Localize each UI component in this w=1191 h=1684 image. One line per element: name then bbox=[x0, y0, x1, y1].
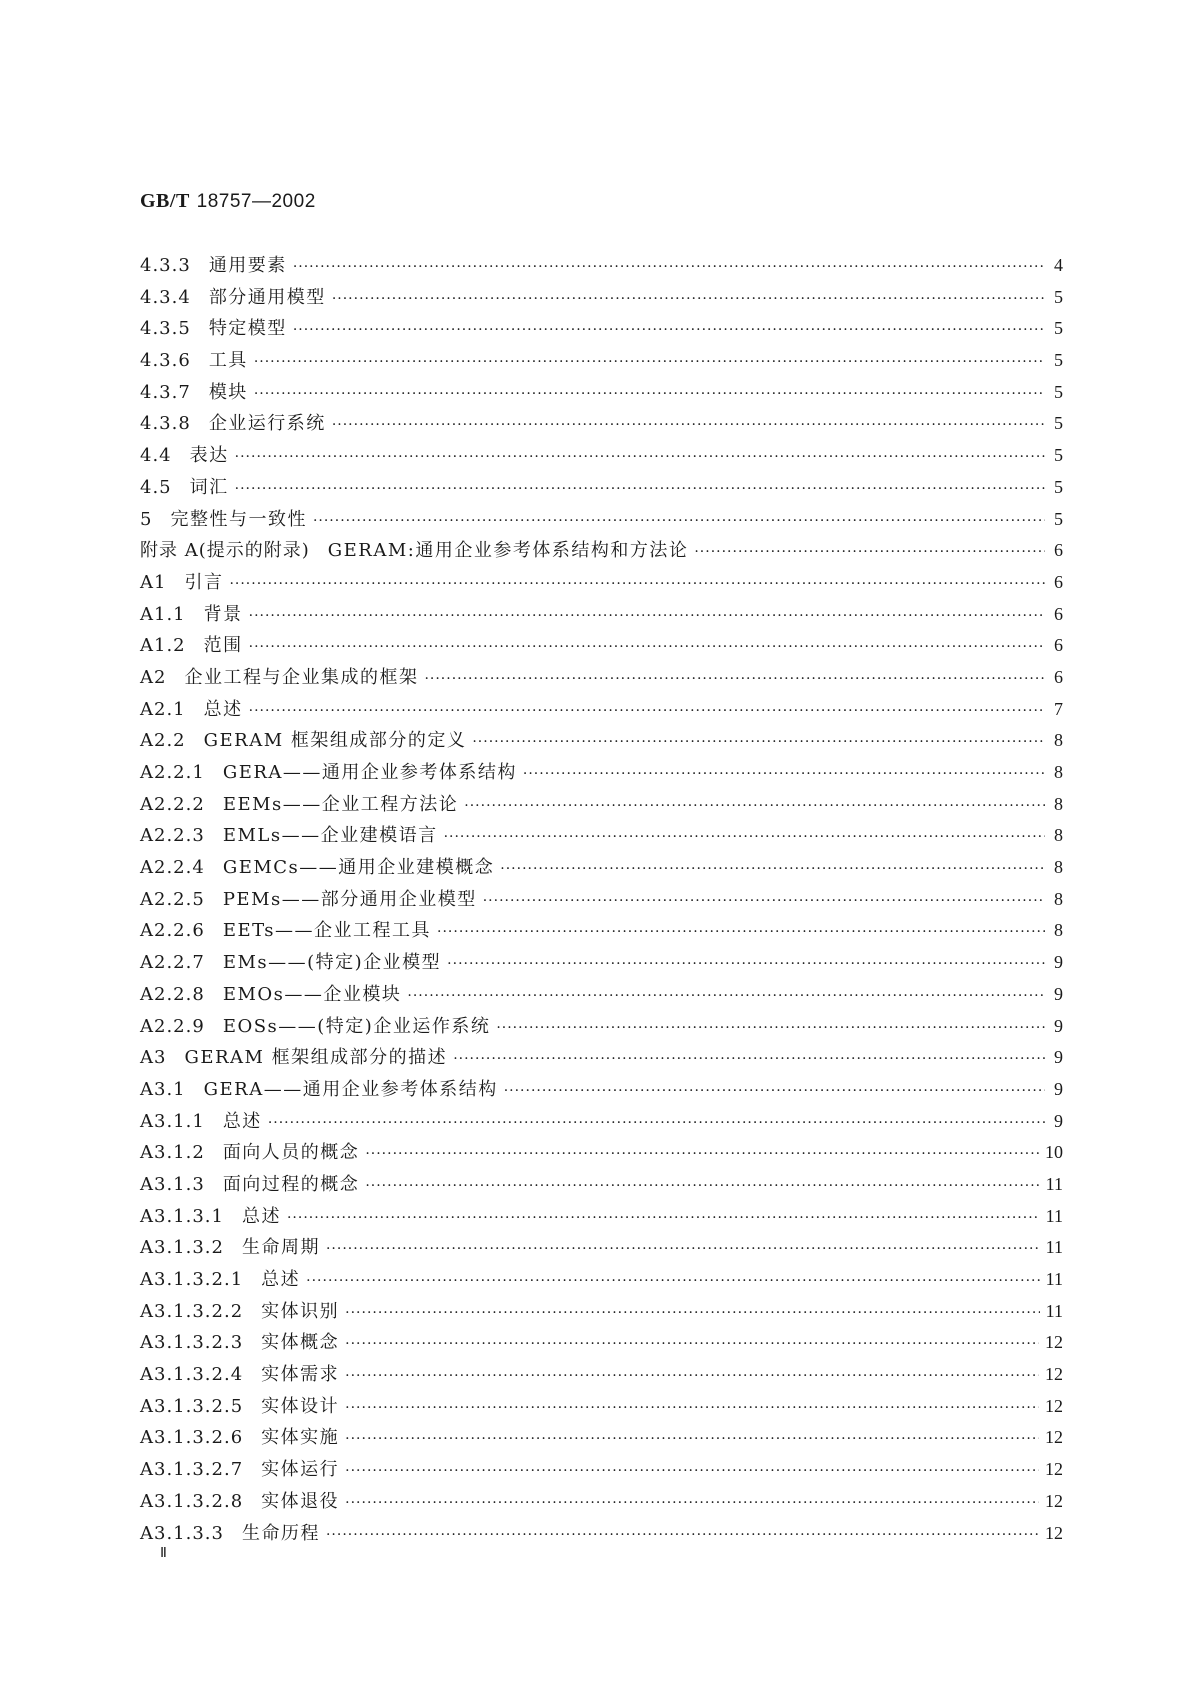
toc-entry bbox=[140, 1297, 1063, 1329]
toc-entry bbox=[140, 600, 1063, 632]
toc-entry-number: A3.1.3.2 bbox=[140, 1237, 224, 1259]
toc-entry bbox=[140, 663, 1063, 695]
toc-entry-title: 通用要素 bbox=[208, 255, 287, 276]
toc-entry-number: A3.1.3 bbox=[140, 1173, 205, 1195]
toc-entry-page: 11 bbox=[1045, 1300, 1063, 1321]
toc-entry-number: A1 bbox=[140, 571, 167, 593]
toc-entry-title: GERAM:通用企业参考体系结构和方法论 bbox=[327, 540, 689, 562]
toc-entry-page: 5 bbox=[1054, 350, 1063, 371]
toc-entry-page: 7 bbox=[1054, 698, 1063, 719]
toc-entry-title: 范围 bbox=[203, 635, 243, 657]
toc-entry bbox=[140, 1265, 1063, 1297]
toc-entry-number: 4.4 bbox=[140, 445, 172, 467]
toc-dot-leader bbox=[483, 893, 1045, 909]
toc-entry-number: A2 bbox=[140, 666, 167, 688]
toc-entry bbox=[140, 1170, 1063, 1202]
toc-entry bbox=[140, 1328, 1063, 1360]
toc-entry bbox=[140, 251, 1063, 283]
toc-dot-leader bbox=[345, 1495, 1039, 1511]
toc-entry bbox=[140, 695, 1063, 727]
toc-entry-page: 8 bbox=[1054, 888, 1063, 909]
toc-entry-number: A1.1 bbox=[140, 603, 186, 625]
toc-entry-page: 8 bbox=[1054, 762, 1063, 782]
toc-entry-page: 8 bbox=[1054, 730, 1063, 751]
toc-entry-title: 模块 bbox=[208, 381, 248, 403]
toc-entry-page: 11 bbox=[1045, 1173, 1063, 1194]
toc-entry-number: 4.5 bbox=[140, 476, 172, 498]
toc-entry-title: 总述 bbox=[203, 698, 243, 720]
toc-entry-page: 5 bbox=[1054, 476, 1063, 497]
toc-entry-page: 9 bbox=[1054, 952, 1063, 973]
toc-entry-title: EMs——(特定)企业模型 bbox=[222, 952, 442, 974]
toc-entry-page: 8 bbox=[1054, 920, 1063, 941]
toc-entry-number: A3 bbox=[140, 1047, 167, 1069]
toc-entry-title: 总述 bbox=[261, 1269, 301, 1290]
toc-entry-page: 10 bbox=[1045, 1142, 1063, 1163]
toc-entry-number: A3.1.3.2.1 bbox=[140, 1269, 244, 1290]
toc-dot-leader bbox=[444, 829, 1045, 845]
toc-dot-leader bbox=[496, 1020, 1045, 1036]
toc-entry bbox=[140, 409, 1063, 441]
toc-entry-page: 6 bbox=[1054, 540, 1063, 561]
toc-dot-leader bbox=[254, 386, 1045, 402]
toc-entry-title: 特定模型 bbox=[208, 318, 287, 340]
toc-dot-leader bbox=[249, 608, 1045, 624]
toc-entry-number: 5 bbox=[140, 508, 153, 530]
toc-entry-page: 5 bbox=[1054, 286, 1063, 307]
toc-entry-title: EOSs——(特定)企业运作系统 bbox=[222, 1015, 491, 1037]
toc-entry-number: A2.2.7 bbox=[140, 952, 205, 974]
toc-entry-title: 词汇 bbox=[189, 476, 229, 498]
toc-entry-page: 8 bbox=[1054, 793, 1063, 814]
toc-entry-page: 4 bbox=[1054, 255, 1063, 275]
toc-entry-number: A3.1.3.2.4 bbox=[140, 1364, 244, 1386]
toc-entry-number: A3.1.3.2.3 bbox=[140, 1332, 244, 1354]
toc-entry-title: GERA——通用企业参考体系结构 bbox=[222, 762, 517, 783]
toc-entry bbox=[140, 1360, 1063, 1392]
toc-entry-title: 企业运行系统 bbox=[208, 413, 326, 435]
toc-entry-number: A2.2.5 bbox=[140, 888, 205, 910]
toc-entry-number: A2.2.2 bbox=[140, 793, 205, 815]
toc-entry-page: 12 bbox=[1045, 1427, 1063, 1448]
toc-entry bbox=[140, 916, 1063, 948]
toc-entry-title: 总述 bbox=[222, 1110, 262, 1132]
toc-entry-number: 4.3.7 bbox=[140, 381, 191, 403]
toc-entry-page: 12 bbox=[1045, 1395, 1063, 1416]
toc-entry bbox=[140, 568, 1063, 600]
toc-entry-title: 完整性与一致性 bbox=[170, 508, 307, 530]
toc-entry-title: GERA——通用企业参考体系结构 bbox=[203, 1078, 498, 1100]
toc-entry bbox=[140, 980, 1063, 1012]
toc-entry-title: 面向人员的概念 bbox=[222, 1142, 360, 1164]
toc-entry bbox=[140, 1075, 1063, 1107]
toc-entry-title: 工具 bbox=[208, 350, 248, 372]
toc-entry-page: 6 bbox=[1054, 635, 1063, 656]
toc-dot-leader bbox=[472, 734, 1045, 750]
toc-entry-page: 6 bbox=[1054, 571, 1063, 592]
toc-entry bbox=[140, 726, 1063, 758]
toc-entry-title: EMOs——企业模块 bbox=[222, 983, 402, 1005]
toc-dot-leader bbox=[447, 956, 1045, 972]
toc-entry bbox=[140, 1455, 1063, 1487]
toc-entry-number: A3.1.2 bbox=[140, 1142, 205, 1164]
toc-entry-number: A3.1.3.2.2 bbox=[140, 1300, 244, 1322]
toc-entry-number: A2.2.9 bbox=[140, 1015, 205, 1037]
toc-entry bbox=[140, 1487, 1063, 1519]
toc-entry-page: 12 bbox=[1045, 1490, 1063, 1511]
toc-entry bbox=[140, 1423, 1063, 1455]
toc-entry-title: 生命周期 bbox=[241, 1237, 320, 1259]
toc-dot-leader bbox=[249, 703, 1045, 719]
toc-entry-title: 实体需求 bbox=[261, 1364, 340, 1386]
toc-dot-leader bbox=[365, 1178, 1039, 1194]
toc-entry-page: 12 bbox=[1045, 1364, 1063, 1385]
toc-dot-leader bbox=[345, 1336, 1039, 1352]
toc-entry-page: 6 bbox=[1054, 666, 1063, 687]
toc-entry bbox=[140, 948, 1063, 980]
toc-dot-leader bbox=[235, 481, 1045, 497]
toc-entry-number: A3.1.1 bbox=[140, 1110, 205, 1132]
toc-dot-leader bbox=[437, 924, 1045, 940]
toc-entry-page: 5 bbox=[1054, 413, 1063, 434]
toc-dot-leader bbox=[694, 544, 1045, 560]
toc-dot-leader bbox=[345, 1305, 1040, 1321]
toc-entry bbox=[140, 1107, 1063, 1139]
toc-dot-leader bbox=[424, 671, 1045, 687]
toc-entry-title: PEMs——部分通用企业模型 bbox=[222, 888, 477, 910]
toc-dot-leader bbox=[365, 1146, 1039, 1162]
toc-entry bbox=[140, 853, 1063, 885]
toc-entry-title: 面向过程的概念 bbox=[222, 1173, 360, 1195]
toc-entry-page: 5 bbox=[1054, 381, 1063, 402]
toc-entry bbox=[140, 1202, 1063, 1234]
toc-entry-number: A3.1.3.2.5 bbox=[140, 1395, 244, 1417]
toc-entry-title: 总述 bbox=[241, 1205, 281, 1227]
toc-entry-page: 5 bbox=[1054, 508, 1063, 529]
toc-entry bbox=[140, 790, 1063, 822]
toc-entry-page: 9 bbox=[1054, 1110, 1063, 1131]
toc-entry-title: 实体概念 bbox=[261, 1332, 340, 1354]
toc-entry-page: 11 bbox=[1045, 1269, 1063, 1289]
toc-entry bbox=[140, 505, 1063, 537]
toc-entry-number: 附录 A(提示的附录) bbox=[140, 540, 310, 562]
toc-dot-leader bbox=[306, 1273, 1040, 1289]
toc-entry bbox=[140, 631, 1063, 663]
toc-dot-leader bbox=[326, 1241, 1040, 1257]
toc-entry-title: EETs——企业工程工具 bbox=[222, 920, 432, 942]
toc-entry-title: GERAM 框架组成部分的定义 bbox=[203, 730, 467, 752]
toc-dot-leader bbox=[249, 639, 1045, 655]
toc-entry-page: 11 bbox=[1045, 1205, 1063, 1226]
toc-entry-number: 4.3.6 bbox=[140, 350, 191, 372]
toc-entry-number: A2.2.1 bbox=[140, 762, 205, 783]
toc-entry-title: 生命历程 bbox=[241, 1522, 320, 1544]
toc-dot-leader bbox=[287, 1210, 1040, 1226]
standard-prefix: GB/T bbox=[140, 190, 190, 212]
toc-entry bbox=[140, 314, 1063, 346]
toc-entry-page: 9 bbox=[1054, 1015, 1063, 1036]
toc-entry bbox=[140, 1012, 1063, 1044]
toc-entry-number: A3.1.3.3 bbox=[140, 1522, 224, 1544]
toc-entry-title: GEMCs——通用企业建模概念 bbox=[222, 857, 495, 879]
toc-dot-leader bbox=[345, 1463, 1039, 1479]
toc-entry bbox=[140, 1138, 1063, 1170]
toc-dot-leader bbox=[345, 1400, 1039, 1416]
toc-dot-leader bbox=[326, 1527, 1039, 1543]
toc-entry bbox=[140, 1043, 1063, 1075]
toc-entry-number: A3.1 bbox=[140, 1078, 186, 1100]
toc-entry bbox=[140, 536, 1063, 568]
toc-entry bbox=[140, 885, 1063, 917]
toc-dot-leader bbox=[235, 449, 1045, 465]
toc-entry-number: 4.3.8 bbox=[140, 413, 191, 435]
toc-entry-page: 5 bbox=[1054, 445, 1063, 466]
toc-dot-leader bbox=[453, 1051, 1045, 1067]
toc-entry bbox=[140, 821, 1063, 853]
toc-entry-number: A2.2.3 bbox=[140, 825, 205, 847]
toc-entry-number: 4.3.3 bbox=[140, 255, 191, 276]
toc-entry bbox=[140, 1233, 1063, 1265]
toc-dot-leader bbox=[345, 1431, 1039, 1447]
toc-entry-title: 引言 bbox=[184, 571, 224, 593]
toc-entry bbox=[140, 1392, 1063, 1424]
toc-dot-leader bbox=[268, 1115, 1045, 1131]
toc-entry-page: 11 bbox=[1045, 1237, 1063, 1258]
toc-entry-title: 实体实施 bbox=[261, 1427, 340, 1449]
toc-entry-page: 6 bbox=[1054, 603, 1063, 624]
toc-dot-leader bbox=[229, 576, 1045, 592]
toc-entry-number: A2.2 bbox=[140, 730, 186, 752]
toc-entry-number: 4.3.5 bbox=[140, 318, 191, 340]
toc-entry-page: 8 bbox=[1054, 825, 1063, 846]
toc-entry-title: 部分通用模型 bbox=[208, 286, 326, 308]
toc-entry-number: A2.2.8 bbox=[140, 983, 205, 1005]
toc-dot-leader bbox=[293, 322, 1045, 338]
toc-dot-leader bbox=[313, 513, 1045, 529]
toc-dot-leader bbox=[500, 861, 1045, 877]
document-header bbox=[140, 188, 316, 213]
toc-entry bbox=[140, 758, 1063, 790]
toc-dot-leader bbox=[407, 988, 1045, 1004]
table-of-contents bbox=[140, 251, 1063, 1550]
toc-dot-leader bbox=[464, 798, 1045, 814]
toc-entry bbox=[140, 283, 1063, 315]
toc-entry-title: 实体退役 bbox=[261, 1490, 340, 1512]
toc-entry-number: A3.1.3.2.7 bbox=[140, 1459, 244, 1481]
toc-dot-leader bbox=[345, 1368, 1039, 1384]
toc-dot-leader bbox=[332, 291, 1045, 307]
toc-entry-number: A1.2 bbox=[140, 635, 186, 657]
toc-entry-page: 9 bbox=[1054, 1078, 1063, 1099]
toc-entry-number: A2.2.6 bbox=[140, 920, 205, 942]
toc-entry-title: 背景 bbox=[203, 603, 243, 625]
toc-entry-number: A3.1.3.2.8 bbox=[140, 1490, 244, 1512]
toc-entry-number: 4.3.4 bbox=[140, 286, 191, 308]
toc-entry-number: A3.1.3.1 bbox=[140, 1205, 224, 1227]
toc-entry-page: 8 bbox=[1054, 857, 1063, 878]
toc-entry-title: 实体运行 bbox=[261, 1459, 340, 1481]
toc-entry bbox=[140, 441, 1063, 473]
toc-entry-number: A3.1.3.2.6 bbox=[140, 1427, 244, 1449]
toc-entry-page: 5 bbox=[1054, 318, 1063, 339]
toc-dot-leader bbox=[254, 354, 1045, 370]
toc-entry-title: 企业工程与企业集成的框架 bbox=[184, 666, 419, 688]
toc-entry-page: 12 bbox=[1045, 1522, 1063, 1543]
toc-entry bbox=[140, 346, 1063, 378]
page-number-footer: Ⅱ bbox=[160, 1546, 167, 1561]
toc-entry-page: 12 bbox=[1045, 1332, 1063, 1353]
toc-entry-title: 表达 bbox=[189, 445, 229, 467]
toc-dot-leader bbox=[332, 417, 1045, 433]
toc-entry bbox=[140, 1519, 1063, 1551]
toc-entry-number: A2.2.4 bbox=[140, 857, 205, 879]
toc-entry-title: 实体设计 bbox=[261, 1395, 340, 1417]
toc-entry-page: 12 bbox=[1045, 1459, 1063, 1480]
toc-entry-page: 9 bbox=[1054, 1047, 1063, 1068]
toc-entry-title: EMLs——企业建模语言 bbox=[222, 825, 438, 847]
toc-entry bbox=[140, 378, 1063, 410]
toc-entry-title: 实体识别 bbox=[261, 1300, 340, 1322]
toc-dot-leader bbox=[504, 1083, 1045, 1099]
toc-entry-title: EEMs——企业工程方法论 bbox=[222, 793, 459, 815]
toc-entry-title: GERAM 框架组成部分的描述 bbox=[184, 1047, 448, 1069]
toc-entry-number: A2.1 bbox=[140, 698, 186, 720]
toc-dot-leader bbox=[293, 259, 1045, 275]
toc-entry-page: 9 bbox=[1054, 983, 1063, 1004]
toc-entry bbox=[140, 473, 1063, 505]
standard-number: 18757—2002 bbox=[196, 191, 316, 212]
toc-dot-leader bbox=[523, 766, 1045, 782]
